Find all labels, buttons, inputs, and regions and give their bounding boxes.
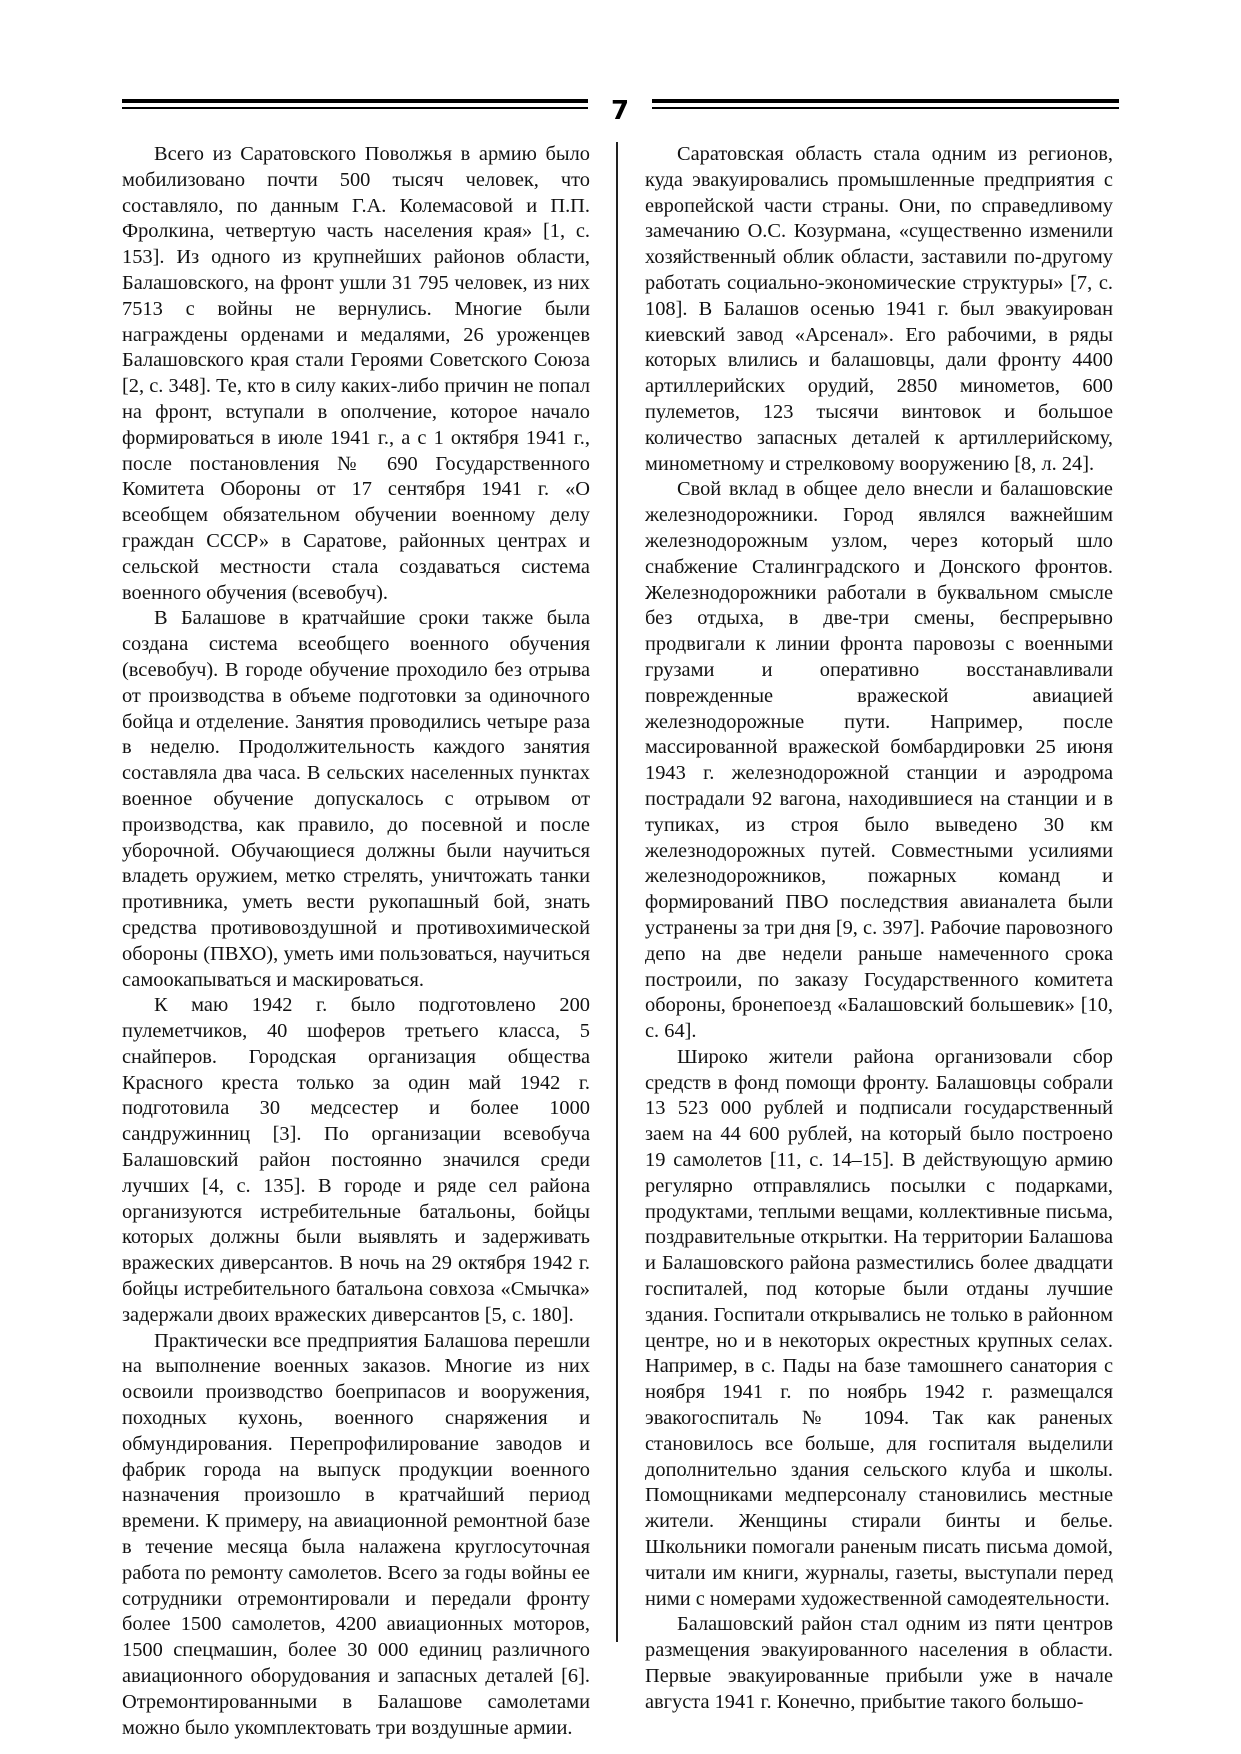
- paragraph: Практически все предприятия Балашова перешли на выполнение военных заказов. Многие из них освоили производство боеприпасов и вооружения, походных кухонь, военного снаряжения и обмундирования. Перепрофилирование заводов и фабрик города на выпуск продукции военного назначения произошло в кратчайший период времени. К примеру, на авиационной ремонтной базе в течение месяца была налажена круглосуточная работа по ремонту самолетов. Всего за годы войны ее сотрудники отремонтировали и передали фронту более 1500 самолетов, 4200 авиационных моторов, 1500 спецмашин, более 30 000 единиц различного авиационного оборудования и запасных деталей [6]. Отремонтированными в Балашове самолетами можно было укомплектовать три воздушные армии.: [122, 1329, 590, 1739]
- paragraph: В Балашове в кратчайшие сроки также была создана система всеобщего военного обучения (всевобуч). В городе обучение проходило без отрыва от производства в объеме подготовки за одиночного бойца и отделение. Занятия проводились четыре раза в неделю. Продолжительность каждого занятия составляла два часа. В сельских населенных пунктах военное обучение допускалось с отрывом от производства, как правило, до посевной и после уборочной. Обучающиеся должны были научиться владеть оружием, метко стрелять, уничтожать танки противника, уметь вести рукопашный бой, знать средства противовоздушной и противохимической обороны (ПВХО), уметь ими пользоваться, научиться самоокапываться и маскироваться.: [122, 607, 590, 991]
- paragraph: Свой вклад в общее дело внесли и балашовские железнодорожники. Город являлся важнейшим железнодорожным узлом, через который шло снабжение Сталинградского и Донского фронтов. Железнодорожники работали в буквальном смысле без отдыха, в две-три смены, беспрерывно продвигали к линии фронта паровозы с военными грузами и оперативно восстанавливали поврежденные вражеской авиацией железнодорожные пути. Например, после массированной вражеской бомбардировки 25 июня 1943 г. железнодорожной станции и аэродрома пострадали 92 вагона, находившиеся на станции и в тупиках, из строя было выведено 30 км железнодорожных путей. Совместными усилиями железнодорожников, пожарных команд и формирований ПВО последствия авианалета были устранены за три дня [9, с. 397]. Рабочие паровозного депо на две недели раньше намеченного срока построили, по заказу Государственного комитета обороны, бронепоезд «Балашовский большевик» [10, с. 64].: [645, 478, 1113, 1043]
- right-column: [645, 142, 1113, 1716]
- paragraph: Балашовский район стал одним из пяти центров размещения эвакуированного населения в области. Первые эвакуированные прибыли уже в начале августа 1941 г. Конечно, прибытие такого большо-: [645, 1613, 1113, 1713]
- page-number: 7: [610, 96, 630, 126]
- paragraph: Всего из Саратовского Поволжья в армию было мобилизовано почти 500 тысяч человек, что составляло, по данным Г.А. Колемасовой и П.П. Фролкина, четвертую часть населения края» [1, с. 153]. Из одного из крупнейших районов области, Балашовского, на фронт ушли 31 795 человек, из них 7513 с войны не вернулись. Многие были награждены орденами и медалями, 26 уроженцев Балашовского края стали Героями Советского Союза [2, с. 348]. Те, кто в силу каких-либо причин не попал на фронт, вступали в ополчение, которое начало формироваться в июле 1941 г., а с 1 октября 1941 г., после постановления № 690 Государственного Комитета Обороны от 17 сентября 1941 г. «О всеобщем обязательном обучении военному делу граждан СССР» в Саратове, районных центрах и сельской местности стала создаваться система военного обучения (всевобуч).: [122, 143, 590, 604]
- column-divider: [616, 142, 618, 1642]
- paragraph: Широко жители района организовали сбор средств в фонд помощи фронту. Балашовцы собрали 13 523 000 рублей и подписали государственный заем на 44 600 рублей, на который было построено 19 самолетов [11, с. 14–15]. В действующую армию регулярно отправлялись посылки с подарками, продуктами, теплыми вещами, коллективные письма, поздравительные открытки. На территории Балашова и Балашовского района разместились более двадцати госпиталей, под которые были отданы лучшие здания. Госпитали открывались не только в районном центре, но и в некоторых окрестных крупных селах. Например, в с. Пады на базе тамошнего санатория с ноября 1941 г. по ноябрь 1942 г. размещался эвакогоспиталь № 1094. Так как раненых становилось все больше, для госпиталя выделили дополнительно здания сельского клуба и школы. Помощниками медперсоналу становились местные жители. Женщины стирали бинты и белье. Школьники помогали раненым писать письма домой, читали им книги, журналы, газеты, выступали перед ними с номерами художественной самодеятельности.: [645, 1045, 1113, 1610]
- left-column: [122, 142, 590, 1741]
- paragraph: Саратовская область стала одним из регионов, куда эвакуировались промышленные предприятия с европейской части страны. Они, по справедливому замечанию О.С. Козурмана, «существенно изменили хозяйственный облик области, заставили по-другому работать социально-экономические структуры» [7, с. 108]. В Балашов осенью 1941 г. был эвакуирован киевский завод «Арсенал». Его рабочими, в ряды которых влились и балашовцы, дали фронту 4400 артиллерийских орудий, 2850 минометов, 600 пулеметов, 123 тысячи винтовок и большое количество запасных деталей к артиллерийскому, минометному и стрелковому вооружению [8, л. 24].: [645, 143, 1113, 475]
- paragraph: К маю 1942 г. было подготовлено 200 пулеметчиков, 40 шоферов третьего класса, 5 снайперов. Городская организация общества Красного креста только за один май 1942 г. подготовила 30 медсестер и более 1000 сандружинниц [3]. По организации всевобуча Балашовский район постоянно значился среди лучших [4, с. 135]. В городе и ряде сел района организуются истребительные батальоны, бойцы которых должны были выявлять и задерживать вражеских диверсантов. В ночь на 29 октября 1942 г. бойцы истребительного батальона совхоза «Смычка» задержали двоих вражеских диверсантов [5, с. 180].: [122, 994, 590, 1326]
